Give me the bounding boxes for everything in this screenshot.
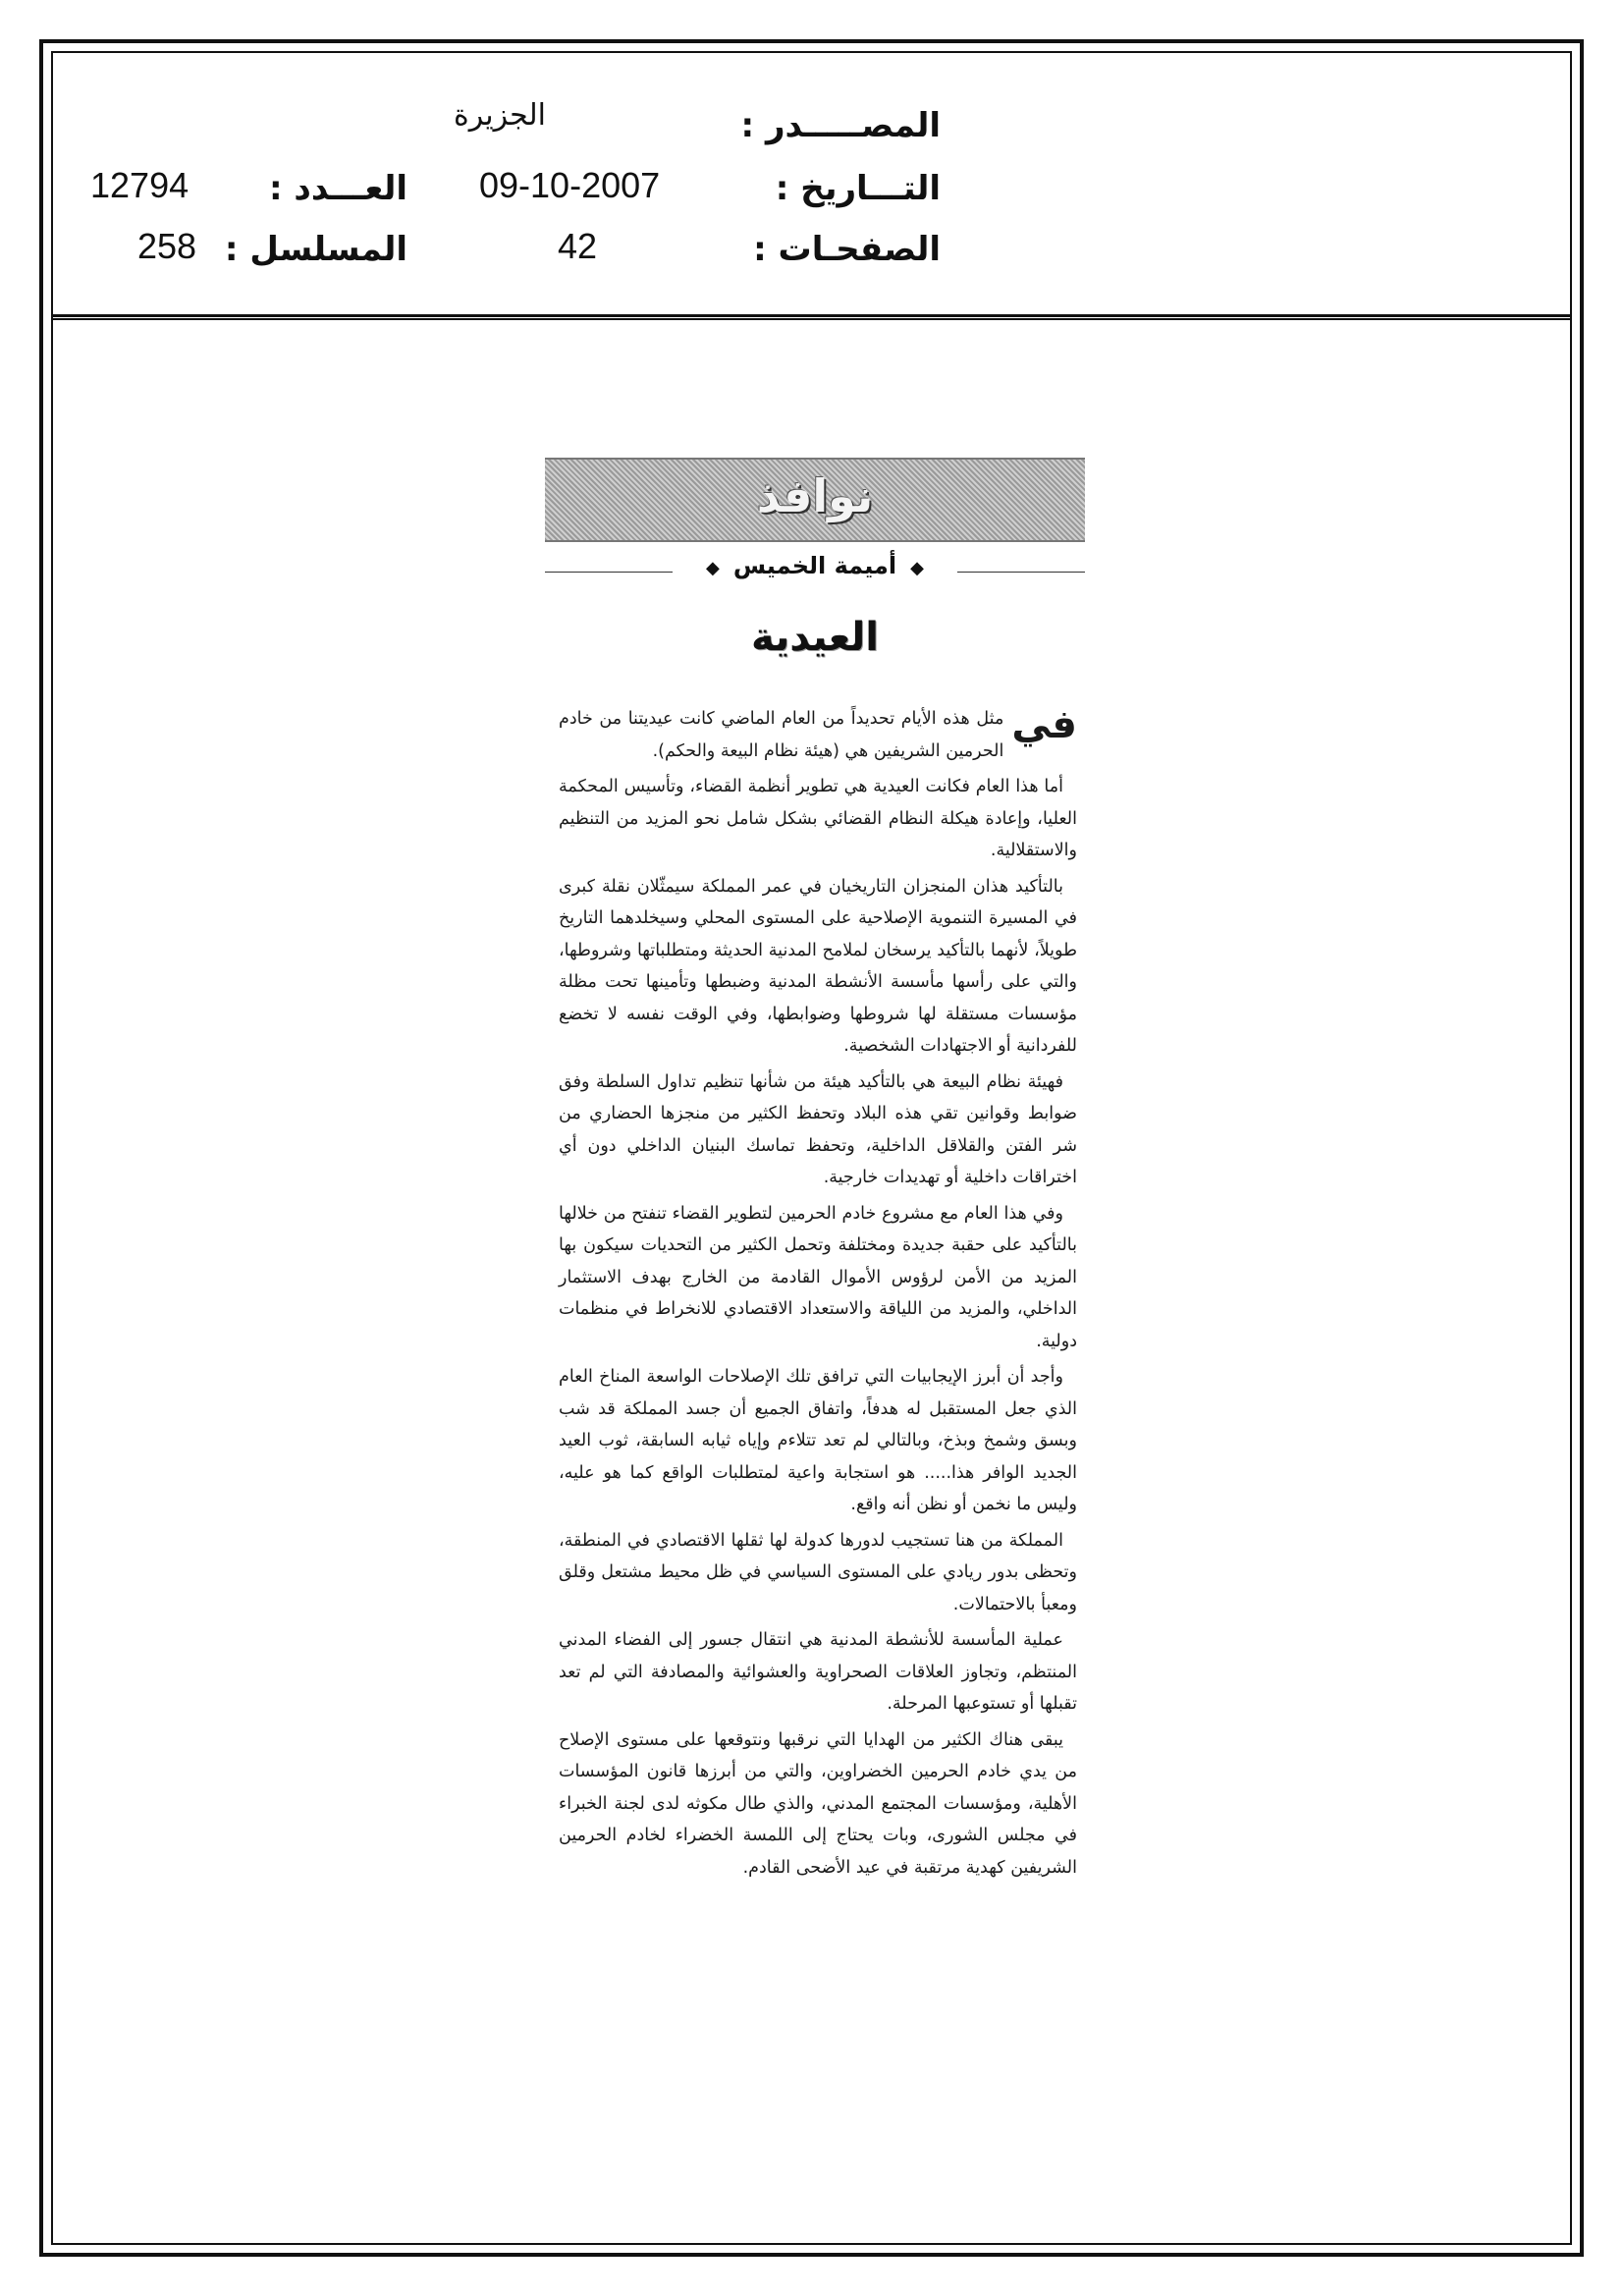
- diamond-icon: ◆: [910, 558, 924, 578]
- byline: [545, 552, 1085, 591]
- pages-label: الصفحـات :: [753, 230, 941, 269]
- column-name: نوافذ: [756, 469, 874, 522]
- article-paragraph: يبقى هناك الكثير من الهدايا التي نرقبها ونتوقعها على مستوى الإصلاح من يدي خادم الحرمين الخضراوين، والتي من أبرزها قانون المؤسسات الأهلية، ومؤسسات المجتمع المدني، والذي طال مكوثه لدى لجنة الخبراء في مجلس الشورى، وبات يحتاج إلى اللمسة الخضراء لخادم الحرمين الشريفين كهدية مرتقبة في عيد الأضحى القادم.: [559, 1729, 1077, 1878]
- serial-value: 258: [137, 226, 197, 266]
- article-clipping: [545, 458, 1085, 2147]
- author-name: أميمة الخميس: [732, 552, 897, 579]
- article-paragraph: بالتأكيد هذان المنجزان التاريخيان في عمر المملكة سيمثّلان نقلة كبرى في المسيرة التنموية الإصلاحية على المستوى المحلي وسيخلدهما التاريخ طويلاً، لأنهما بالتأكيد يرسخان لملامح المدنية الحديثة ومتطلباتها وشروطها، والتي على رأسها مأسسة الأنشطة المدنية وضبطها وتأمينها تحت مظلة مؤسسات مستقلة لها شروطها وضوابطها، وفي الوقت نفسه لا تخضع للفردانية أو الاجتهادات الشخصية.: [559, 876, 1077, 1056]
- date-label: التـــاريخ :: [775, 169, 941, 208]
- drop-cap: في: [1011, 702, 1077, 747]
- source-value: الجزيرة: [454, 98, 547, 133]
- article-paragraph: أما هذا العام فكانت العيدية هي تطوير أنظمة القضاء، وتأسيس المحكمة العليا، وإعادة هيكلة النظام القضائي بشكل شامل نحو المزيد من التنظيم والاستقلالية.: [559, 777, 1077, 860]
- article-paragraph: وفي هذا العام مع مشروع خادم الحرمين لتطوير القضاء تنفتح من خلالها بالتأكيد على حقبة جديدة ومختلفة وتحمل الكثير من التحديات سيكون بها المزيد من الأمن لرؤوس الأموال القادمة من الخارج بهدف الاستثمار الداخلي، والمزيد من اللياقة والاستعداد الاقتصادي للانخراط في منظمات دولية.: [559, 1203, 1077, 1351]
- serial-label: المسلسل :: [224, 230, 407, 269]
- source-label: المصـــــدر :: [740, 106, 941, 145]
- issue-label: العـــدد :: [269, 169, 407, 208]
- column-banner: [545, 458, 1085, 542]
- article-paragraph: في مثل هذه الأيام تحديداً من العام الماضي كانت عيديتنا من خادم الحرمين الشريفين هي (هيئة نظام البيعة والحكم).: [559, 702, 1077, 761]
- article-paragraph: فهيئة نظام البيعة هي بالتأكيد هيئة من شأنها تنظيم تداول السلطة وفق ضوابط وقوانين تقي هذه البلاد وتحفظ الكثير من منجزها الحضاري من شر الفتن والقلاقل الداخلية، وتحفظ تماسك البنيان الداخلي دون أي اختراقات داخلية أو تهديدات خارجية.: [559, 1071, 1077, 1187]
- pages-value: 42: [558, 226, 598, 266]
- article-paragraph: وأجد أن أبرز الإيجابيات التي ترافق تلك الإصلاحات الواسعة المناخ العام الذي جعل المستقبل له هدفاً، واتفاق الجميع أن جسد المملكة قد شب وبسق وشمخ وبذخ، وبالتالي لم تعد تتلاءم وإياه ثيابه السابقة، ثوب العيد الجديد الوافر هذا..... هو استجابة واعية لمتطلبات الواقع كما هو عليه، وليس ما نخمن أو نظن أنه واقع.: [559, 1367, 1077, 1514]
- article-title: العيدية: [750, 615, 880, 660]
- article-body: [559, 703, 1077, 1887]
- diamond-icon: ◆: [706, 558, 720, 578]
- issue-value: 12794: [90, 165, 189, 205]
- article-paragraph: المملكة من هنا تستجيب لدورها كدولة لها ثقلها الاقتصادي في المنطقة، وتحظى بدور ريادي على المستوى السياسي في ظل محيط مشتعل وقلق ومعبأ بالاحتمالات.: [559, 1530, 1077, 1614]
- date-value: 09-10-2007: [479, 165, 661, 205]
- article-paragraph: عملية المأسسة للأنشطة المدنية هي انتقال جسور إلى الفضاء المدني المنتظم، وتجاوز العلاقات الصحراوية والعشوائية والمصادفة التي لم تعد تقبلها أو تستوعبها المرحلة.: [559, 1630, 1077, 1714]
- header-divider: [51, 314, 1572, 320]
